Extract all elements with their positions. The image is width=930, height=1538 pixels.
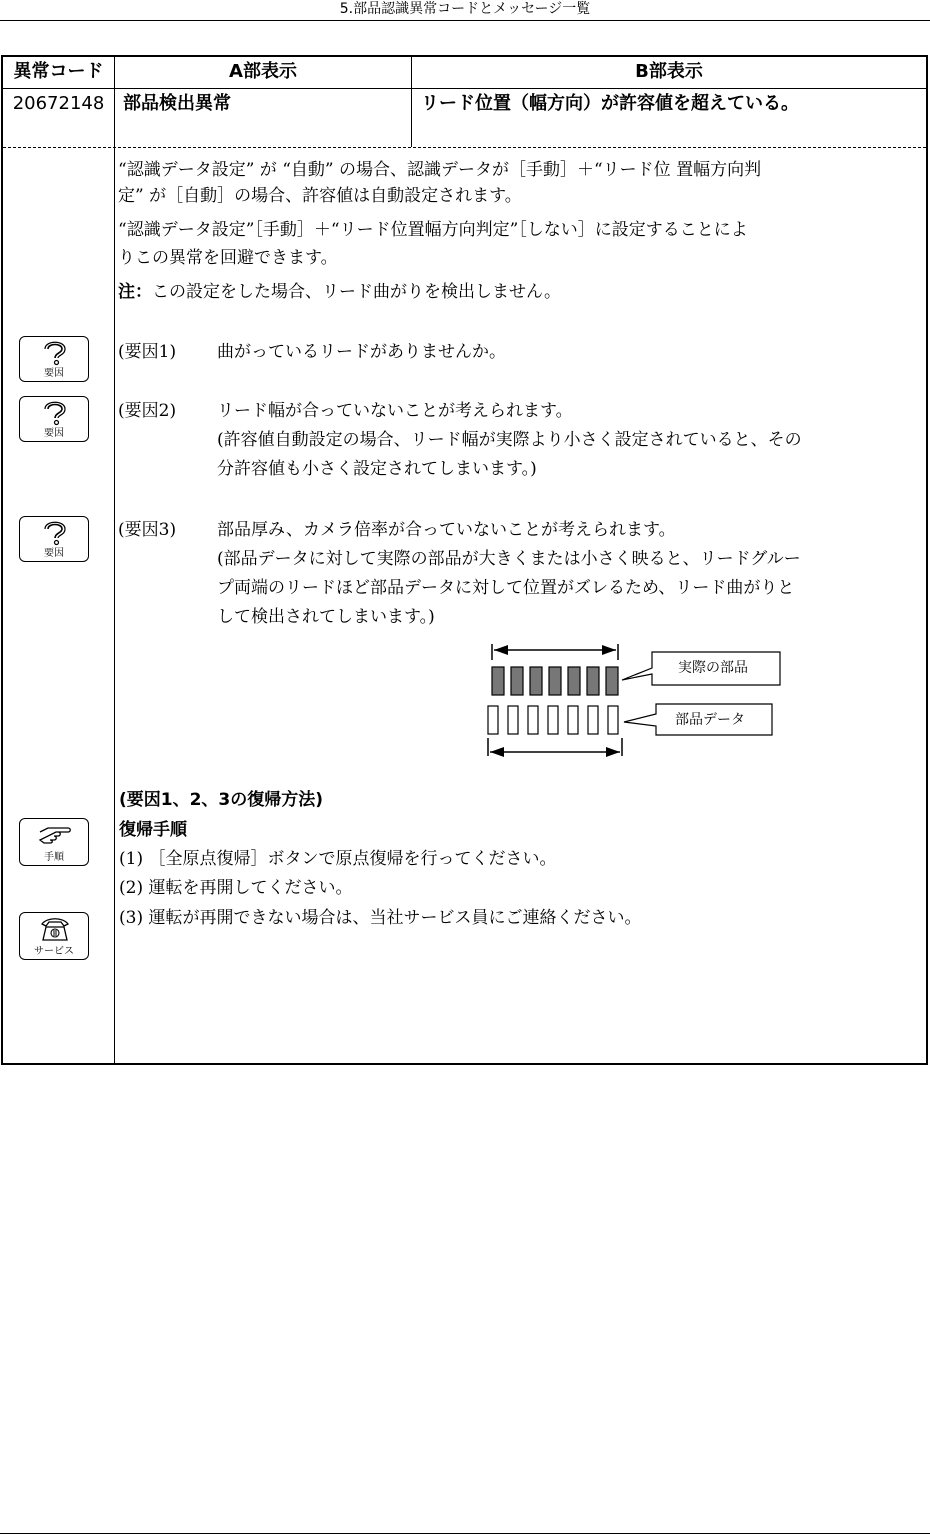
cause-3-line-4: して検出されてしまいます。)	[217, 607, 435, 627]
procedure-icon-label: 手順	[44, 852, 64, 863]
data-leads	[488, 706, 618, 734]
cause-2-label: (要因2)	[118, 401, 177, 421]
question-icon	[41, 400, 69, 426]
page-header-title: 5.部品認識異常コードとメッセージ一覧	[339, 1, 591, 17]
cause-icon-label: 要因	[44, 548, 64, 559]
note-line	[118, 280, 561, 305]
step-2: (2) 運転を再開してください。	[119, 878, 353, 898]
a-display-text: 部品検出異常	[123, 93, 231, 114]
header-row-divider	[3, 88, 926, 89]
cause-2-line-1: リード幅が合っていないことが考えられます。	[217, 401, 573, 421]
note-text: この設定をした場合、リード曲がりを検出しません。	[152, 282, 562, 302]
header-b-display: B部表示	[635, 61, 703, 82]
pointing-hand-icon	[38, 822, 72, 846]
cause-2-line-3: 分許容値も小さく設定されてしまいます。)	[217, 459, 537, 479]
intro-line-2: 定” が［自動］の場合、許容値は自動設定されます。	[118, 186, 522, 206]
error-code-value: 20672148	[12, 93, 105, 114]
telephone-icon	[39, 915, 71, 943]
b-display-text: リード位置（幅方向）が許容値を超えている。	[421, 93, 799, 114]
service-icon-label: サービス	[34, 946, 74, 957]
cause-icon-2	[19, 396, 89, 442]
header-error-code: 異常コード	[13, 61, 104, 82]
cause-icon-label: 要因	[44, 428, 64, 439]
footer-rule	[0, 1533, 930, 1534]
header-a-display: A部表示	[229, 61, 297, 82]
cause-3-line-2: (部品データに対して実際の部品が大きくまたは小さく映ると、リードグルー	[217, 549, 801, 569]
cause-icon-1	[19, 336, 89, 382]
step-3: (3) 運転が再開できない場合は、当社サービス員にご連絡ください。	[119, 908, 642, 928]
cause-3-line-3: プ両端のリードほど部品データに対して位置がズレるため、リード曲がりと	[217, 578, 795, 598]
cause-3-line-1: 部品厚み、カメラ倍率が合っていないことが考えられます。	[217, 520, 676, 540]
service-icon-box	[19, 912, 89, 960]
cause-1-label: (要因1)	[118, 342, 177, 362]
recovery-heading: (要因1、2、3の復帰方法)	[119, 790, 324, 810]
column-divider-1	[114, 57, 115, 1063]
dashed-separator	[3, 147, 926, 148]
intro-line-4: りこの異常を回避できます。	[118, 248, 338, 268]
cause-3-label: (要因3)	[118, 520, 177, 540]
step-1: (1) ［全原点復帰］ボタンで原点復帰を行ってください。	[119, 849, 557, 869]
note-label: 注：	[118, 282, 152, 302]
question-icon	[41, 340, 69, 366]
cause-icon-label: 要因	[44, 368, 64, 379]
procedure-icon-box	[19, 818, 89, 866]
actual-part-callout-label: 実際の部品	[678, 660, 748, 676]
part-data-callout-label: 部品データ	[675, 712, 745, 728]
cause-1-line-1: 曲がっているリードがありませんか。	[217, 342, 506, 362]
question-icon	[41, 520, 69, 546]
header-rule	[0, 20, 930, 21]
cause-icon-3	[19, 516, 89, 562]
actual-leads	[492, 667, 618, 695]
intro-line-1: “認識データ設定” が “自動” の場合、認識データが［手動］＋“リード位 置幅方向判	[118, 160, 762, 180]
procedure-heading: 復帰手順	[119, 820, 187, 840]
cause-2-line-2: (許容値自動設定の場合、リード幅が実際より小さく設定されていると、その	[217, 430, 802, 450]
intro-line-3: “認識データ設定”［手動］＋“リード位置幅方向判定”［しない］に設定することによ	[118, 220, 748, 240]
